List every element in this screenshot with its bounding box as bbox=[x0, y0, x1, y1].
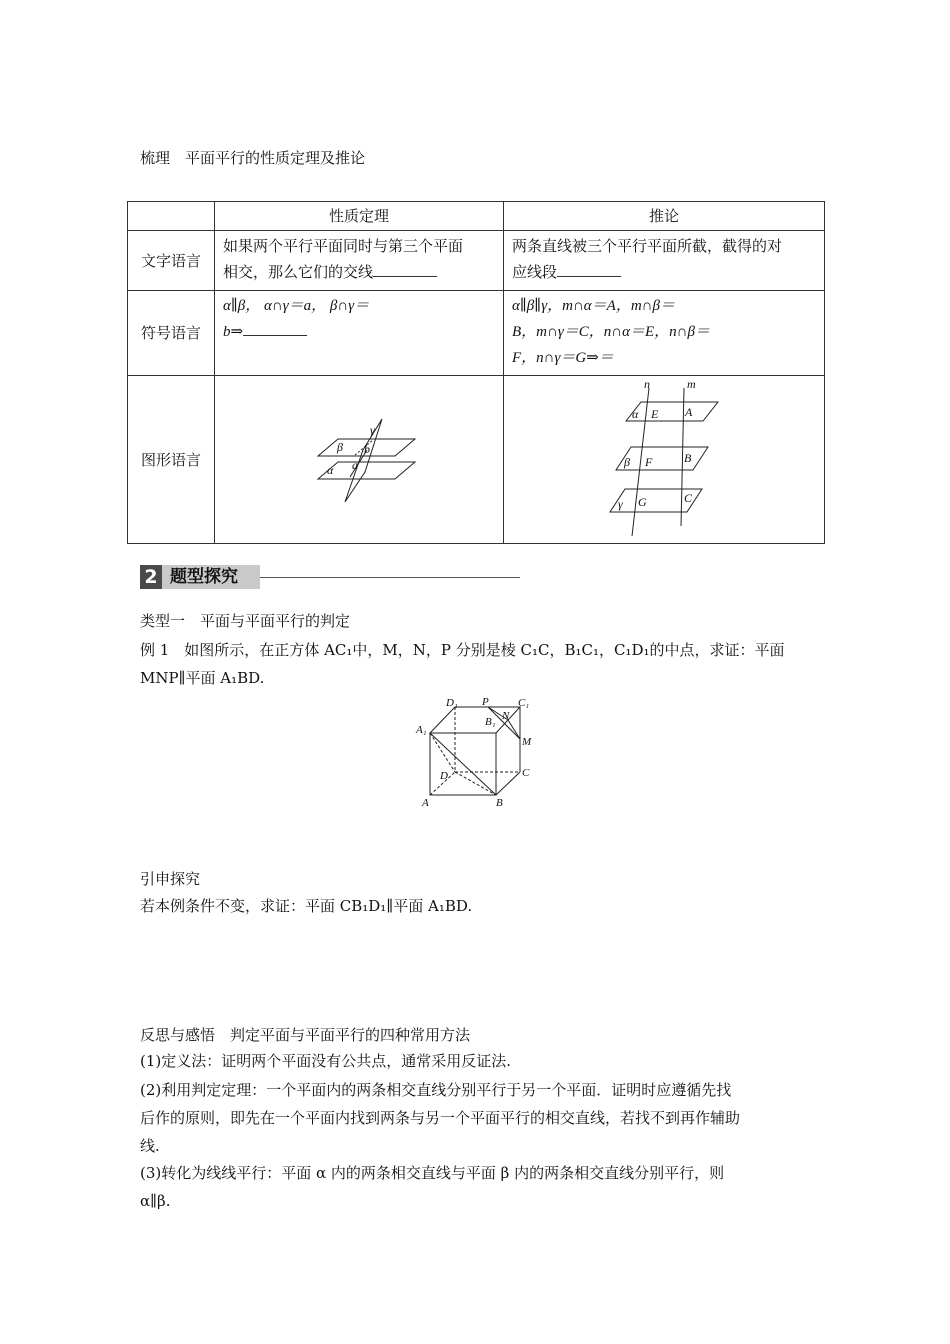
svg-text:C₁: C₁ bbox=[518, 697, 530, 709]
row-label-symbol-language: 符号语言 bbox=[128, 291, 215, 376]
table-corner-cell bbox=[128, 202, 215, 231]
header-property-theorem: 性质定理 bbox=[215, 202, 504, 231]
svg-text:A₁: A₁ bbox=[416, 724, 427, 736]
text-language-corollary: 两条直线被三个平行平面所截，截得的对 应线段 bbox=[504, 231, 825, 291]
reflection-item: (2)利用判定定理：一个平面内的两条相交直线分别平行于另一个平面．证明时应遵循先找 bbox=[140, 1081, 732, 1099]
svg-text:A: A bbox=[422, 797, 429, 809]
section-divider bbox=[260, 577, 520, 578]
reflection-item: α∥β. bbox=[140, 1192, 171, 1210]
three-planes-two-lines-figure bbox=[504, 376, 825, 543]
type-one-title: 类型一 平面与平面平行的判定 bbox=[140, 612, 351, 630]
section-number: 2 bbox=[140, 565, 162, 589]
svg-text:a: a bbox=[352, 458, 358, 472]
svg-text:C: C bbox=[684, 491, 693, 505]
answer-blank bbox=[373, 262, 437, 277]
svg-text:G: G bbox=[638, 495, 647, 509]
svg-text:γ: γ bbox=[370, 423, 375, 437]
svg-text:α: α bbox=[327, 463, 334, 477]
svg-text:M: M bbox=[522, 736, 532, 748]
figure-theorem-cell bbox=[215, 376, 504, 544]
svg-text:β: β bbox=[337, 440, 343, 454]
svg-text:B₁: B₁ bbox=[485, 716, 496, 728]
text-language-theorem: 如果两个平行平面同时与第三个平面 相交，那么它们的交线 bbox=[215, 231, 504, 291]
extension-body: 若本例条件不变，求证：平面 CB₁D₁∥平面 A₁BD. bbox=[140, 897, 473, 915]
svg-text:D₁: D₁ bbox=[446, 697, 458, 709]
example-one-line1: 例 1 如图所示，在正方体 AC₁中，M，N，P 分别是棱 C₁C，B₁C₁，C₁D₁的中点，求证：平面 bbox=[140, 641, 785, 659]
parallel-planes-figure bbox=[215, 376, 504, 543]
svg-text:β: β bbox=[624, 455, 630, 469]
svg-text:γ: γ bbox=[618, 497, 623, 511]
reflection-item: 线. bbox=[140, 1137, 160, 1155]
svg-text:N: N bbox=[502, 710, 510, 722]
svg-text:E: E bbox=[651, 407, 659, 421]
svg-text:b: b bbox=[364, 442, 370, 456]
svg-text:B: B bbox=[684, 451, 692, 465]
svg-text:C: C bbox=[522, 767, 530, 779]
svg-text:m: m bbox=[687, 377, 696, 391]
page-heading: 梳理 平面平行的性质定理及推论 bbox=[140, 149, 366, 167]
svg-text:A: A bbox=[685, 405, 693, 419]
reflection-title: 反思与感悟 判定平面与平面平行的四种常用方法 bbox=[140, 1026, 471, 1044]
reflection-item: (3)转化为线线平行：平面 α 内的两条相交直线与平面 β 内的两条相交直线分别平行，则 bbox=[140, 1164, 725, 1182]
svg-text:B: B bbox=[496, 797, 503, 809]
row-label-text-language: 文字语言 bbox=[128, 231, 215, 291]
svg-text:P: P bbox=[482, 696, 489, 708]
header-corollary: 推论 bbox=[504, 202, 825, 231]
svg-text:D: D bbox=[440, 770, 448, 782]
reflection-item: (1)定义法：证明两个平面没有公共点，通常采用反证法. bbox=[140, 1052, 512, 1070]
theorem-table bbox=[127, 201, 825, 544]
answer-blank bbox=[243, 321, 307, 336]
svg-text:α: α bbox=[632, 407, 639, 421]
cube-figure bbox=[410, 695, 550, 810]
symbol-language-corollary: α∥β∥γ，m∩α＝A，m∩β＝ B，m∩γ＝C，n∩α＝E，n∩β＝ F，n∩γ＝G⇒＝ bbox=[504, 291, 825, 376]
reflection-item: 后作的原则，即先在一个平面内找到两条与另一个平面平行的相交直线，若找不到再作辅助 bbox=[140, 1109, 741, 1127]
answer-blank bbox=[557, 262, 621, 277]
symbol-language-theorem: α∥β， α∩γ＝a， β∩γ＝ b⇒ bbox=[215, 291, 504, 376]
extension-title: 引申探究 bbox=[140, 870, 201, 888]
figure-corollary-cell bbox=[504, 376, 825, 544]
section-title: 题型探究 bbox=[170, 567, 238, 587]
svg-text:F: F bbox=[645, 455, 653, 469]
svg-text:n: n bbox=[644, 377, 650, 391]
example-one-line2: MNP∥平面 A₁BD. bbox=[140, 669, 265, 687]
row-label-figure-language: 图形语言 bbox=[128, 376, 215, 544]
